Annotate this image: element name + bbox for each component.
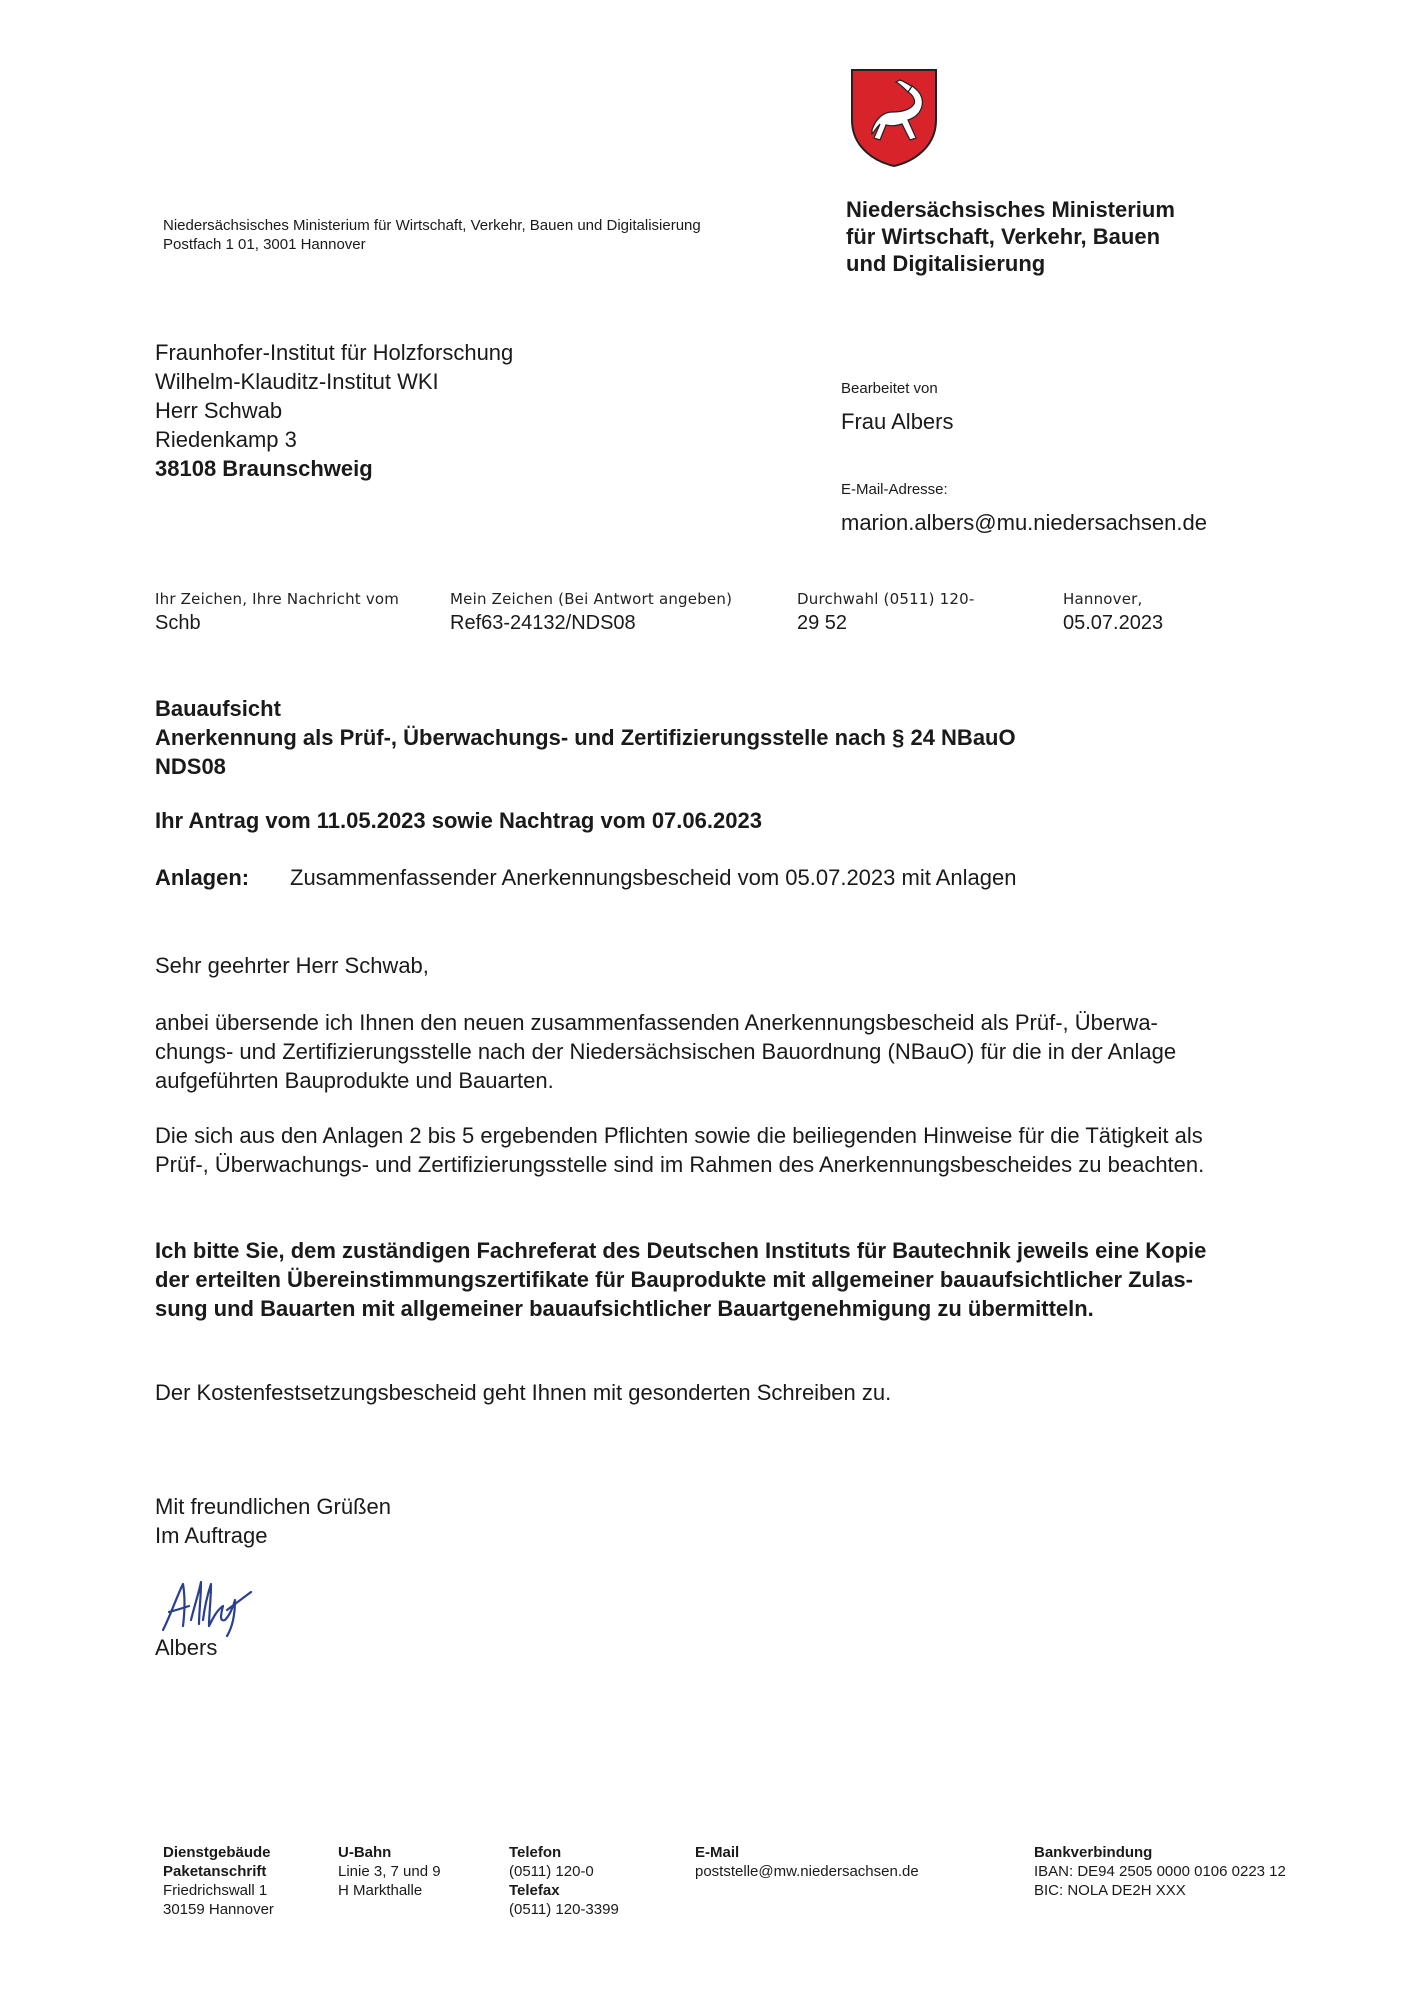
footer-parcel-label: Paketanschrift: [163, 1863, 267, 1880]
ministry-line-3: und Digitalisierung: [846, 251, 1046, 276]
ministry-line-2: für Wirtschaft, Verkehr, Bauen: [846, 224, 1161, 249]
direct-dial: [797, 590, 974, 635]
footer-phone: [509, 1843, 619, 1919]
footer-ubahn-stop: H Markthalle: [338, 1882, 423, 1899]
handled-by-label: Bearbeitet von: [841, 380, 938, 397]
closing-line-1: Mit freundlichen Grüßen: [155, 1494, 391, 1519]
paragraph-1: [155, 1008, 1295, 1095]
recipient-line-4: Riedenkamp 3: [155, 427, 297, 452]
footer-address: [163, 1843, 274, 1919]
footer-phone-label: Telefon: [509, 1844, 562, 1861]
ministry-heading: [846, 196, 1266, 277]
footer-city: 30159 Hannover: [163, 1901, 274, 1918]
footer-fax-value: (0511) 120-3399: [509, 1901, 619, 1918]
your-reference-label: Ihr Zeichen, Ihre Nachricht vom: [155, 590, 400, 608]
paragraph-1-line-2: chungs- und Zertifizierungsstelle nach der Niedersächsischen Bauordnung (NBauO) für die in der Anlage: [155, 1039, 1177, 1064]
attachments-text: Zusammenfassender Anerkennungsbescheid vom 05.07.2023 mit Anlagen: [290, 865, 1017, 890]
footer-iban: IBAN: DE94 2505 0000 0106 0223 12: [1034, 1863, 1286, 1880]
attachments-label: Anlagen:: [155, 865, 250, 890]
my-reference: [450, 590, 732, 635]
paragraph-4: Der Kostenfestsetzungsbescheid geht Ihnen mit gesonderten Schreiben zu.: [155, 1380, 892, 1405]
ministry-line-1: Niedersächsisches Ministerium: [846, 197, 1175, 222]
subject-line-3: NDS08: [155, 754, 226, 779]
recipient-line-1: Fraunhofer-Institut für Holzforschung: [155, 340, 514, 365]
paragraph-3: [155, 1236, 1295, 1323]
handled-by-name: Frau Albers: [841, 409, 954, 434]
paragraph-2-line-2: Prüf-, Überwachungs- und Zertifizierungsstelle sind im Rahmen des Anerkennungsbescheides zu beachten.: [155, 1152, 1205, 1177]
footer-bic: BIC: NOLA DE2H XXX: [1034, 1882, 1186, 1899]
footer-ubahn-label: U-Bahn: [338, 1844, 392, 1861]
subject-line-1: Bauaufsicht: [155, 696, 281, 721]
footer-bank: [1034, 1843, 1286, 1900]
paragraph-3-line-3: sung und Bauarten mit allgemeiner bauaufsichtlicher Bauartgenehmigung zu übermitteln.: [155, 1296, 1094, 1321]
footer-email: [695, 1843, 919, 1881]
recipient-line-3: Herr Schwab: [155, 398, 283, 423]
footer-email-value[interactable]: poststelle@mw.niedersachsen.de: [695, 1863, 919, 1880]
paragraph-2: [155, 1121, 1295, 1179]
paragraph-1-line-1: anbei übersende ich Ihnen den neuen zusammenfassenden Anerkennungsbescheid als Prüf-, Überwa-: [155, 1010, 1158, 1035]
recipient-line-2: Wilhelm-Klauditz-Institut WKI: [155, 369, 439, 394]
footer-ubahn: [338, 1843, 441, 1900]
salutation: Sehr geehrter Herr Schwab,: [155, 953, 429, 978]
direct-dial-label: Durchwahl (0511) 120-: [797, 590, 975, 608]
paragraph-1-line-3: aufgeführten Bauprodukte und Bauarten.: [155, 1068, 554, 1093]
contact-email[interactable]: marion.albers@mu.niedersachsen.de: [841, 510, 1207, 535]
paragraph-3-line-1: Ich bitte Sie, dem zuständigen Fachreferat des Deutschen Instituts für Bautechnik jeweils eine Kopie: [155, 1238, 1207, 1263]
closing: [155, 1492, 1295, 1550]
footer-building-label: Dienstgebäude: [163, 1844, 271, 1861]
footer-street: Friedrichswall 1: [163, 1882, 268, 1899]
paragraph-3-line-2: der erteilten Übereinstimmungszertifikate für Bauprodukte mit allgemeiner bauaufsichtlicher Zulas-: [155, 1267, 1193, 1292]
email-label: E-Mail-Adresse:: [841, 481, 948, 498]
your-reference: [155, 590, 399, 635]
recipient-address: [155, 338, 513, 483]
footer-phone-value: (0511) 120-0: [509, 1863, 594, 1880]
request-line: Ihr Antrag vom 11.05.2023 sowie Nachtrag vom 07.06.2023: [155, 808, 762, 833]
attachments-line: [155, 865, 1016, 891]
subject-block: [155, 694, 1016, 781]
footer-email-label: E-Mail: [695, 1844, 740, 1861]
footer-bank-label: Bankverbindung: [1034, 1844, 1153, 1861]
sender-return-address: [163, 216, 783, 254]
my-reference-value: Ref63-24132/NDS08: [450, 612, 636, 634]
recipient-city: 38108 Braunschweig: [155, 456, 373, 481]
footer-ubahn-lines: Linie 3, 7 und 9: [338, 1863, 441, 1880]
sender-line-2: Postfach 1 01, 3001 Hannover: [163, 236, 366, 253]
place-date: [1063, 590, 1163, 635]
footer-fax-label: Telefax: [509, 1882, 560, 1899]
subject-line-2: Anerkennung als Prüf-, Überwachungs- und Zertifizierungsstelle nach § 24 NBauO: [155, 725, 1016, 750]
closing-line-2: Im Auftrage: [155, 1523, 268, 1548]
handwritten-signature: [155, 1570, 255, 1640]
lower-saxony-crest-logo: [850, 68, 938, 168]
place-label: Hannover,: [1063, 590, 1143, 608]
my-reference-label: Mein Zeichen (Bei Antwort angeben): [450, 590, 733, 608]
your-reference-value: Schb: [155, 612, 201, 634]
letter-date: 05.07.2023: [1063, 612, 1164, 634]
paragraph-2-line-1: Die sich aus den Anlagen 2 bis 5 ergebenden Pflichten sowie die beiliegenden Hinweise für die Tätigkeit als: [155, 1123, 1203, 1148]
signatory-name: Albers: [155, 1635, 218, 1660]
direct-dial-value: 29 52: [797, 612, 848, 634]
sender-line-1: Niedersächsisches Ministerium für Wirtschaft, Verkehr, Bauen und Digitalisierung: [163, 217, 701, 234]
